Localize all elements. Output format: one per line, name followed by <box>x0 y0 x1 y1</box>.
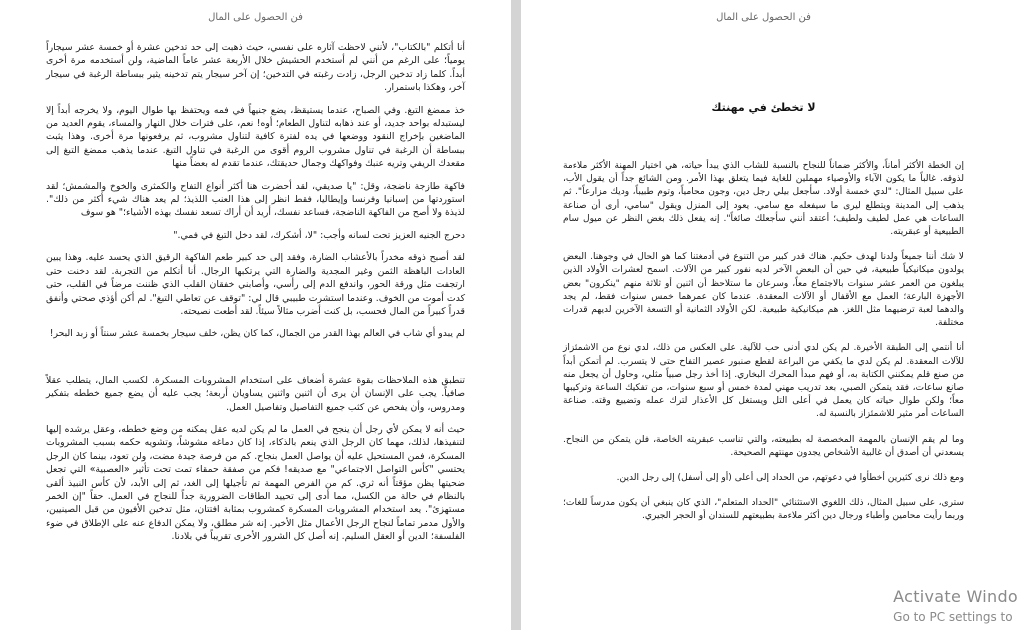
paragraph: أنا أنتمي إلى الطبقة الأخيرة. لم يكن لدي أدنى حب للآلية. على العكس من ذلك، لدي نوع من الاشمئزاز للآلات المعقدة. لم يكن لدي ما يكفي من البراعة لقطع صنبور عصير التفاح حتى لا يتسرب. لم أتمكن أبداً من صنع قلم يمكنني الكتابة به، أو فهم مبدأ المحرك البخاري. إذا أخذ رجل صبياً مثلي، وحاول أن يجعل منه صانع ساعات، فقد يتمكن الصبي، بعد تدريب مهني لمدة خمس أو سبع سنوات، من تفكيك الساعة وتركيبها معاً؛ ولكن طوال حياته كان يعمل في أعلى التل ويستغل كل الأعذار لترك عمله وتضييع وقته. صناعة الساعات أمر مثير للاشمئزاز بالنسبة له. <box>563 343 964 420</box>
paragraph: تنطبق هذه الملاحظات بقوة عشرة أضعاف على استخدام المشروبات المسكرة. لكسب المال، يتطلب عقلاً صافياً. يجب على الإنسان أن يرى أن اثنين واثنين يساويان أربعة؛ يجب عليه أن يضع جميع خططه بتفكير ومدروس، وأن يفحص عن كثب جميع التفاصيل وتفاصيل العمل. <box>46 374 465 413</box>
activation-watermark <box>893 587 1018 624</box>
paragraph: دحرج الجنيه العزيز تحت لسانه وأجب: "لا، أشكرك، لقد دخل التبغ في فمي." <box>173 229 465 241</box>
page-header: فن الحصول على المال <box>208 12 303 23</box>
paragraph: أنا أتكلم "بالكتاب"، لأنني لاحظت آثاره على نفسي، حيث ذهبت إلى حد تدخين عشرة أو خمسة عشر سيجاراً يومياً؛ على الرغم من أنني لم أستخدم الحشيش خلال الأربعة عشر عاماً الماضية، ولن أستخدمه مرة أخرى أبداً. كلما زاد تدخين الرجل، زادت رغبته في التدخين؛ إن آخر سيجار يتم تدخينه يثير ببساطة الرغبة في سيجار آخر، وهكذا باستمرار. <box>46 42 465 94</box>
paragraph: لم يبدو أي شاب في العالم بهذا القدر من الجمال، كما كان يظن، خلف سيجار بخمسة عشر سنتاً أو زبد البحر! <box>49 328 465 340</box>
document-page-right <box>521 0 1024 630</box>
watermark-line1: Activate Windo <box>893 587 1018 606</box>
paragraph: ومع ذلك نرى كثيرين أخطأوا في دعوتهم، من الحداد إلى أعلى (أو إلى أسفل) إلى رجل الدين. <box>616 473 964 484</box>
chapter-title: لا تخطئ في مهنتك <box>711 101 816 114</box>
paragraph: فاكهة طازجة ناضجة، وقل: "يا صديقي، لقد أحضرت هنا أكثر أنواع التفاح والكمثرى والخوخ والمشمش؛ لقد استوردتها من إسبانيا وفرنسا وإيطاليا، فقط انظر إلى هذا العنب اللذيذ؛ لم يعد هناك شيء أكثر من ذلك". لذيذة ولا أصح من الفاكهة الناضجة، فساعد نفسك، أريد أن أراك تسعد نفسك بهذه الأشياء؛" هو سوف <box>46 180 465 219</box>
page-header: فن الحصول على المال <box>716 12 811 23</box>
document-page-left <box>0 0 511 630</box>
paragraph: لقد أصبح ذوقه مخدراً بالأعشاب الضارة، وفقد إلى حد كبير طعم الفاكهة الرقيق الذي يحسد عليه. وهذا يبين العادات الباهظة الثمن وغير المجدية والضارة التي يرتكبها الرجال. أنا أتكلم من التجربة. لقد دخنت حتى ارتجفت مثل ورقة الحور، واندفع الدم إلى رأسي، وأصابني خفقان القلب الذي ظننت مرضاً في القلب، حتى كدت أموت من الخوف. وعندما استشرت طبيبي قال لي: "توقف عن تعاطي التبغ". لم أكن أؤذي صحتي وأنفق قدراً كبيراً من المال فحسب، بل كنت أضرب مثالاً سيئاً. لقد أطعت نصيحته. <box>46 252 465 317</box>
paragraph: خذ ممضغ التبغ. وفي الصباح، عندما يستيقظ، يضع جنيهاً في فمه ويحتفظ بها طوال اليوم، ولا يخرجه أبداً إلا ليستبدله بواحد جديد، أو عند ذهابه لتناول الطعام؛ أوه! نعم، على فترات خلال النهار والمساء، يقوم العديد من الماضغين بإخراج النقود ووضعها في يده لفترة كافية لتناول مشروب، ثم يرفعونها مرة أخرى. وهذا يثبت ببساطة أن الرغبة في تناول مشروب الروم أقوى من الرغبة في تناول التبغ. عندما يذهب ممضغ التبغ إلى مقعدك الريفي وتريه عنبك وفواكهك وجمال حديقتك، عندما تقدم له بعضاً منها <box>46 104 465 170</box>
paragraph: حيث أنه لا يمكن لأي رجل أن ينجح في العمل ما لم يكن لديه عقل يمكنه من وضع خططه، وعقل يرشده إليها لتنفيذها، لذلك، مهما كان الرجل الذي ينعم بالذكاء، إذا كان دماغه مشوشاً، وتشويه حكمه بسبب المشروبات المسكرة، فمن المستحيل عليه أن يواصل العمل بنجاح. كم من فرصة جيدة مضت، ولن تعود، بينما كان الرجل يحتسي "كأس التواصل الاجتماعي" مع صديقه! فكم من صفقة حمقاء تمت تحت تأثير «العصبية» التي تجعل ضحيتها يظن مؤقتاً أنه ثري. كم من الفرص المهمة تم تأجيلها إلى الغد، ثم إلى الأبد، لأن كأس النبيذ ألقى بالنظام في حالة من الكسل، مما أدى إلى تحييد الطاقات الضرورية جداً للنجاح في العمل. حقاً "إن الخمر مستهزئ". يعد استخدام المشروبات المسكرة كمشروب بمثابة افتتان، مثل تدخين الأفيون من قبل الصينيين، والأول مدمر تماماً لنجاح الرجل الأعمال مثل الأخير. إنه شر مطلق، ولا يمكن الدفاع عنه على الإطلاق في ضوء الفلسفة؛ الدين أو العقل السليم. إنه أصل كل الشرور الأخرى تقريباً في بلادنا. <box>46 423 465 543</box>
paragraph: وما لم يقم الإنسان بالمهمة المخصصة له بطبيعته، والتي تناسب عبقريته الخاصة، فلن يتمكن من النجاح. يسعدني أن أصدق أن غالبية الأشخاص يجدون مهنتهم الصحيحة. <box>563 434 964 458</box>
watermark-line2: Go to PC settings to <box>893 610 1013 624</box>
paragraph: إن الخطة الأكثر أماناً، والأكثر ضماناً للنجاح بالنسبة للشاب الذي يبدأ حياته، هي اختيار المهنة الأكثر ملاءمة لذوقه. غالباً ما يكون الآباء والأوصياء مهملين للغاية فيما يتعلق بهذا الأمر. ومن الشائع جداً أن يقول الأب، على سبيل المثال: "لدي خمسة أولاد. سأجعل بيلي رجل دين، وجون محامياً، وتوم طبيباً، وديك مزارعاً". ثم يذهب إلى المدينة ويتطلع ليرى ما سيفعله مع سامي. يعود إلى المنزل ويقول "سامي، أرى أن صناعة الساعات هي عمل لطيف ولطيف؛ أعتقد أنني سأجعلك صائغاً". إنه يفعل ذلك بغض النظر عن ميول سام الطبيعية أو عبقريته. <box>563 161 964 238</box>
paragraph: سترى، على سبيل المثال، ذلك اللغوي الاستثنائي "الحداد المتعلم"، الذي كان ينبغي أن يكون مدرساً للغات؛ وربما رأيت محامين وأطباء ورجال دين أكثر ملاءمة بطبيعتهم للسندان أو الحجر الجيري. <box>563 498 964 522</box>
paragraph: لا شك أننا جميعاً ولدنا لهدف حكيم. هناك قدر كبير من التنوع في أدمغتنا كما هو الحال في وجوهنا. البعض يولدون ميكانيكياً طبيعية، في حين أن البعض الآخر لديه نفور كبير من الآلات. اسمح لعشرات الأولاد الذين يبلغون من العمر عشر سنوات بالاجتماع معاً، وسرعان ما ستلاحظ أن اثنين أو ثلاثة منهم "ينكرون" بعض الأجهزة البارعة؛ العمل مع الأقفال أو الآلات المعقدة. عندما كان عمرهما خمس سنوات فقط، لم يجد والدهما لعبة ترضيهما مثل اللغز. هم ميكانيكية طبيعية. لكن الأولاد الثمانية أو التسعة الآخرين لديهم قدرات مختلفة. <box>563 252 964 329</box>
page-gutter <box>511 0 521 630</box>
